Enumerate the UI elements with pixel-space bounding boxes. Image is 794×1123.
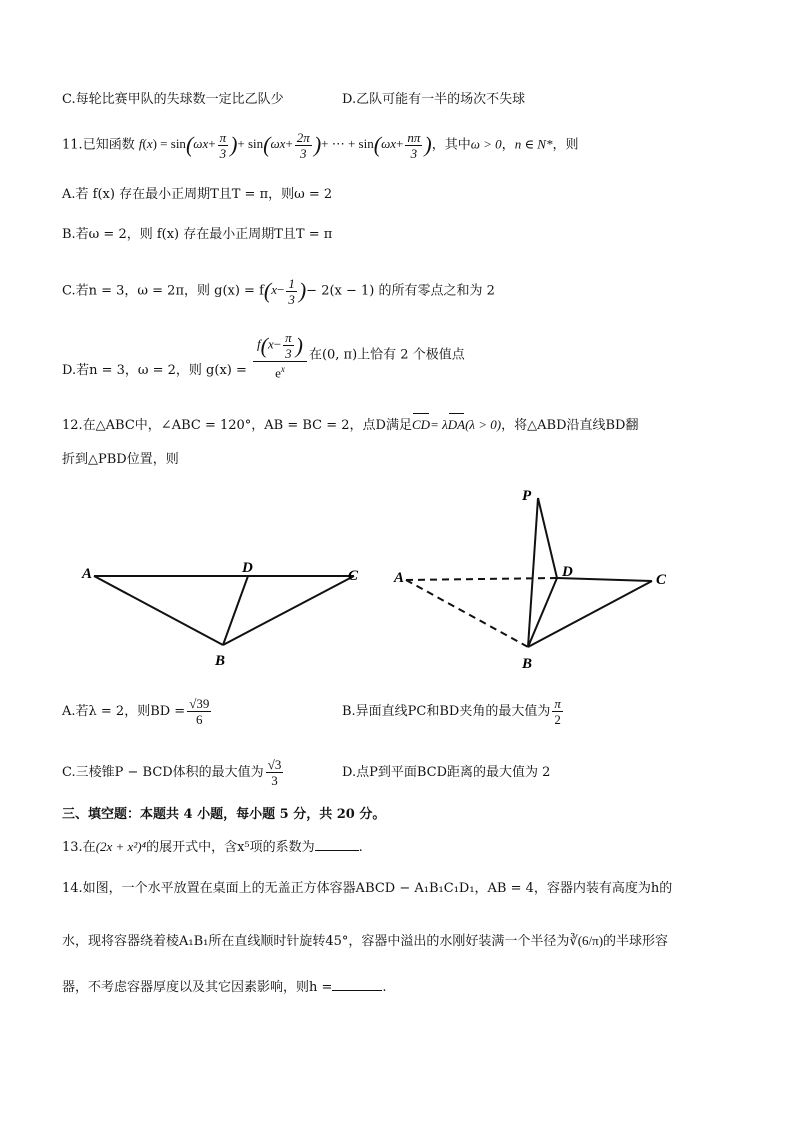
q13-post: 的展开式中，含x⁵项的系数为	[146, 840, 315, 855]
q12-stem-end: ，将△ABD沿直线BD翻	[501, 418, 639, 433]
q11-stem-mid: ，其中	[431, 137, 471, 153]
q10-option-d: D.乙队可能有一半的场次不失球	[342, 92, 526, 107]
q12-stem-line2: 折到△PBD位置，则	[62, 452, 179, 467]
q13	[62, 838, 363, 857]
label-d-left: D	[242, 560, 253, 576]
q12-option-c-fraction	[266, 757, 284, 788]
q11-option-d	[62, 330, 465, 380]
figure-left-triangle	[81, 560, 359, 669]
label-c-left: C	[348, 568, 359, 584]
q12-option-a	[62, 696, 213, 727]
q12-option-c-num: √3	[267, 757, 282, 772]
q11-stem-text: 已知函数	[82, 137, 135, 153]
q13-end: .	[358, 840, 363, 855]
label-c-right: C	[656, 572, 667, 588]
q12-option-b-den: 2	[554, 712, 561, 727]
q11-option-c	[62, 276, 495, 307]
q12-option-a-fraction	[187, 696, 211, 727]
q13-pre: 13.在	[62, 840, 96, 855]
q14-line1: 14.如图，一个水平放置在桌面上的无盖正方体容器ABCD − A₁B₁C₁D₁，AB = 4，容器内装有高度为h的	[62, 881, 673, 896]
figure-right-fold	[393, 488, 667, 670]
q14-end: .	[382, 980, 387, 995]
q11-cond-n: n ∈ N*	[514, 136, 553, 152]
q11-option-c-arg: (x− $\frac{1}{3}$ )	[263, 276, 307, 307]
q12-option-a-den: 6	[196, 712, 203, 727]
q12-option-d: D.点P到平面BCD距离的最大值为 2	[342, 765, 551, 780]
q10-option-c: C.每轮比赛甲队的失球数一定比乙队少	[62, 92, 284, 107]
q11-option-b: B.若ω = 2，则 f(x) 存在最小正周期T且T = π	[62, 227, 333, 242]
q12-vector-da: DA	[447, 417, 466, 432]
q12-vector-cd: CD	[412, 417, 431, 432]
q11-stem: 11.已知函数 f(x) = sin(ωx+ $\frac{\pi}{3}$ )+ sin(ωx+ $\frac{2\pi}{3}$ )+ ⋯ + sin(ωx+ $\frac{n\pi}{3}$ )，其中ω > 0，n ∈ N*，则	[62, 130, 579, 161]
q12-option-a-pre: A.若λ = 2，则BD =	[62, 704, 186, 719]
q12-option-c	[62, 757, 285, 788]
q14-line3-text: 器，不考虑容器厚度以及其它因素影响，则h =	[62, 980, 333, 995]
q12-option-b	[342, 696, 565, 727]
q11-option-c-pre: C.若n = 3，ω = 2π，则 g(x) = f	[62, 283, 264, 299]
q12-option-b-num: π	[554, 696, 561, 711]
q12-option-b-pre: B.异面直线PC和BD夹角的最大值为	[342, 704, 551, 719]
q12-eq: = λ	[430, 417, 448, 432]
q12-stem-line1	[62, 416, 638, 435]
q11-option-d-pre: D.若n = 3，ω = 2，则 g(x) =	[62, 363, 247, 379]
q11-option-a: A.若 f(x) 存在最小正周期T且T = π，则ω = 2	[62, 187, 333, 202]
label-d-right: D	[562, 564, 573, 580]
q14-line2	[62, 932, 668, 951]
section3-heading: 三、填空题：本题共 4 小题，每小题 5 分，共 20 分。	[62, 807, 386, 822]
q11-cond-omega: ω > 0	[470, 136, 502, 152]
q14-radius: ∛(6/π)	[569, 933, 604, 948]
q11-option-d-fraction: f(x− $\frac{\pi}{3}$ ) $e^x$	[253, 330, 307, 380]
q14-answer-blank[interactable]	[332, 978, 382, 991]
q13-expr: (2x + x²)⁴	[95, 839, 147, 854]
q12-cond: (λ > 0)	[465, 417, 502, 432]
q14-line2-pre: 水，现将容器绕着棱A₁B₁所在直线顺时针旋转45°，容器中溢出的水刚好装满一个半径为	[62, 934, 570, 949]
q11-formula: f(x) = sin(ωx+ $\frac{\pi}{3}$ )+ sin(ωx+ $\frac{2\pi}{3}$ )+ ⋯ + sin(ωx+ $\frac{n\pi}{3}$ )	[138, 130, 432, 161]
q14-line2-post: 的半球形容	[603, 934, 669, 949]
q11-option-c-post: − 2(x − 1) 的所有零点之和为 2	[306, 283, 495, 299]
q14-line3	[62, 978, 387, 997]
q13-answer-blank[interactable]	[315, 838, 359, 851]
q12-figures	[60, 480, 750, 670]
q12-option-b-fraction	[552, 696, 563, 727]
q12-option-c-pre: C.三棱锥P − BCD体积的最大值为	[62, 765, 264, 780]
label-b-right: B	[522, 656, 533, 670]
label-b-left: B	[215, 653, 226, 669]
q12-stem-text: 12.在△ABC中，∠ABC = 120°，AB = BC = 2，点D满足	[62, 418, 412, 433]
q12-option-a-num: √39	[189, 696, 210, 711]
label-a-right: A	[394, 570, 405, 586]
q11-number: 11.	[62, 137, 83, 153]
label-a-left: A	[82, 566, 93, 582]
label-p-right: P	[522, 488, 532, 504]
q11-option-d-post: 在(0, π)上恰有 2 个极值点	[308, 347, 465, 363]
q12-option-c-den: 3	[271, 773, 278, 788]
q11-stem-end: ，则	[552, 137, 579, 153]
